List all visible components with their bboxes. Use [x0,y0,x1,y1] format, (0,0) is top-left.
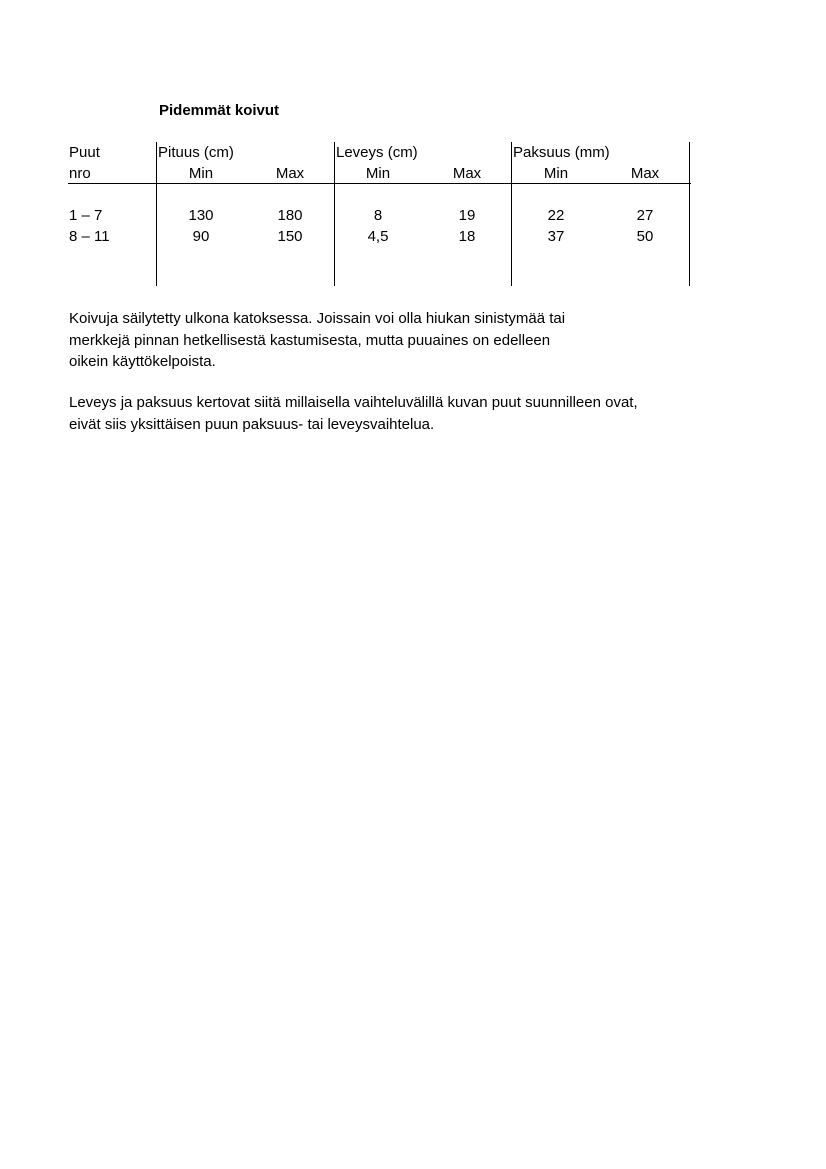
header-paksuus: Paksuus (mm) [513,144,610,161]
header-pituus-max: Max [275,165,305,182]
measurement-note [69,392,638,435]
header-nro: nro [69,165,91,182]
header-paksuus-max: Max [630,165,660,182]
row-2-nro: 8 – 11 [69,228,110,245]
row-2-leveys-min: 4,5 [367,228,389,245]
row-2-leveys-max: 18 [458,228,476,245]
paragraph-line: merkkejä pinnan hetkellisestä kastumisesta, mutta puuaines on edelleen [69,331,551,349]
column-divider [334,142,335,286]
header-pituus: Pituus (cm) [158,144,234,161]
row-2-pituus-max: 150 [277,228,303,245]
row-2-paksuus-max: 50 [636,228,654,245]
header-leveys-min: Min [365,165,391,182]
header-pituus-min: Min [188,165,214,182]
row-2-paksuus-min: 37 [547,228,565,245]
row-1-leveys-max: 19 [458,207,476,224]
header-divider [68,183,691,184]
paragraph-line: oikein käyttökelpoista. [69,353,216,370]
header-puut: Puut [69,144,100,161]
row-1-leveys-min: 8 [373,207,383,224]
row-1-pituus-max: 180 [277,207,303,224]
column-divider [689,142,690,286]
column-divider [156,142,157,286]
row-2-pituus-min: 90 [192,228,210,245]
row-1-paksuus-max: 27 [636,207,654,224]
row-1-nro: 1 – 7 [69,207,103,224]
paragraph-line: eivät siis yksittäisen puun paksuus- tai leveysvaihtelua. [69,415,435,433]
paragraph-line: Koivuja säilytetty ulkona katoksessa. Joissain voi olla hiukan sinistymää tai [69,310,566,327]
header-leveys-max: Max [452,165,482,182]
storage-note [69,308,565,373]
document-title: Pidemmät koivut [159,102,280,119]
header-paksuus-min: Min [543,165,569,182]
header-leveys: Leveys (cm) [336,144,418,161]
column-divider [511,142,512,286]
paragraph-line: Leveys ja paksuus kertovat siitä millaisella vaihteluvälillä kuvan puut suunnilleen ovat, [69,394,638,411]
row-1-pituus-min: 130 [188,207,214,224]
row-1-paksuus-min: 22 [547,207,565,224]
